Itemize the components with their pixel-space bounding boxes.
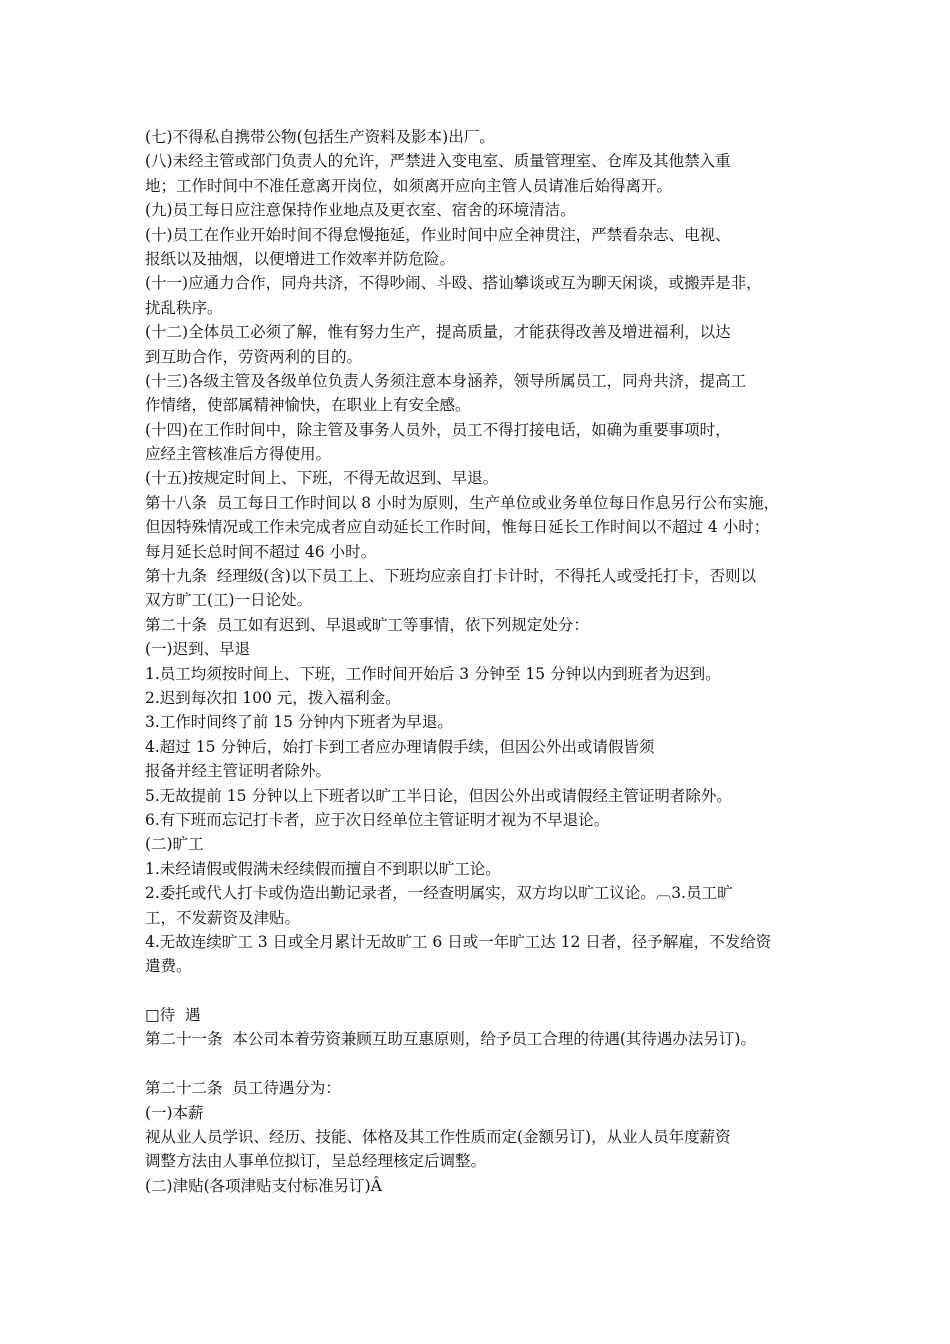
text-line: 遣费。 (145, 957, 192, 976)
list-item: 1.员工均须按时间上、下班，工作时间开始后 3 分钟至 15 分钟以内到班者为迟到。 (145, 664, 721, 683)
text-line: 作情绪，使部属精神愉快，在职业上有安全感。 (145, 396, 471, 415)
list-item: 1.未经请假或假满未经续假而擅自不到职以旷工论。 (145, 859, 501, 878)
list-item: 2.委托或代人打卡或伪造出勤记录者，一经查明属实，双方均以旷工议论。︹3.员工旷 (145, 884, 733, 903)
document-page (145, 125, 835, 1198)
text-line: (十二)全体员工必须了解，惟有努力生产，提高质量，才能获得改善及增进福利，以达 (145, 323, 731, 342)
text-line: (八)未经主管或部门负责人的允许，严禁进入变电室、质量管理室、仓库及其他禁入重 (145, 152, 731, 171)
text-line: (十四)在工作时间中，除主管及事务人员外，员工不得打接电话，如确为重要事项时， (145, 420, 731, 439)
list-item: 6.有下班而忘记打卡者，应于次日经单位主管证明才视为不早退论。 (145, 810, 610, 829)
text-line: (十一)应通力合作，同舟共济，不得吵闹、斗殴、搭讪攀谈或互为聊天闲谈，或搬弄是非， (145, 274, 762, 293)
text-line: 每月延长总时间不超过 46 小时。 (145, 542, 377, 561)
text-line: (十)员工在作业开始时间不得怠慢拖延，作业时间中应全神贯注，严禁看杂志、电视、 (145, 225, 731, 244)
list-item: 3.工作时间终了前 15 分钟内下班者为早退。 (145, 713, 453, 732)
text-line: 工，不发薪资及津贴。 (145, 908, 301, 927)
text-line: 双方旷工(工)一日论处。 (145, 591, 313, 610)
article-18: 第十八条 员工每日工作时间以 8 小时为原则，生产单位或业务单位每日作息另行公布实施， (145, 493, 780, 512)
section-heading-treatment: □待 遇 (145, 1006, 201, 1025)
text-line: (九)员工每日应注意保持作业地点及更衣室、宿舍的环境清洁。 (145, 201, 576, 220)
text-line: 地；工作时间中不准任意离开岗位，如须离开应向主管人员请准后始得离开。 (145, 176, 673, 195)
text-line: 调整方法由人事单位拟订，呈总经理核定后调整。 (145, 1152, 487, 1171)
article-21: 第二十一条 本公司本着劳资兼顾互助互惠原则，给予员工合理的待遇(其待遇办法另订)。 (145, 1030, 756, 1049)
blank-line (145, 1052, 835, 1076)
text-line: (十五)按规定时间上、下班，不得无故迟到、早退。 (145, 469, 499, 488)
subheading-late-early: (一)迟到、早退 (145, 640, 251, 659)
text-line: 报备并经主管证明者除外。 (145, 762, 332, 781)
subheading-base-salary: (一)本薪 (145, 1103, 204, 1122)
text-line: 但因特殊情况或工作未完成者应自动延长工作时间，惟每日延长工作时间以不超过 4 小时； (145, 518, 770, 537)
list-item: 4.无故连续旷工 3 日或全月累计无故旷工 6 日或一年旷工达 12 日者，径予解雇，不发给资 (145, 932, 772, 951)
article-19: 第十九条 经理级(含)以下员工上、下班均应亲自打卡计时，不得托人或受托打卡，否则以 (145, 567, 756, 586)
text-line: 到互助合作，劳资两利的目的。 (145, 347, 363, 366)
article-20: 第二十条 员工如有迟到、早退或旷工等事情，依下列规定处分： (145, 615, 589, 634)
article-22: 第二十二条 员工待遇分为： (145, 1079, 341, 1098)
subheading-absence: (二)旷工 (145, 835, 204, 854)
text-line: (七)不得私自携带公物(包括生产资料及影本)出厂。 (145, 128, 495, 146)
subheading-allowance: (二)津贴(各项津贴支付标准另订)Â (145, 1176, 382, 1195)
text-line: 应经主管核准后方得使用。 (145, 445, 332, 464)
text-line: 视从业人员学识、经历、技能、体格及其工作性质而定(金额另订)，从业人员年度薪资 (145, 1128, 731, 1147)
list-item: 4.超过 15 分钟后，始打卡到工者应办理请假手续，但因公外出或请假皆须 (145, 737, 655, 756)
text-line: 报纸以及抽烟，以便增进工作效率并防危险。 (145, 249, 456, 268)
blank-line (145, 979, 835, 1003)
text-line: 扰乱秩序。 (145, 298, 223, 317)
list-item: 2.迟到每次扣 100 元，拨入福利金。 (145, 688, 401, 707)
list-item: 5.无故提前 15 分钟以上下班者以旷工半日论，但因公外出或请假经主管证明者除外。 (145, 786, 732, 805)
text-line: (十三)各级主管及各级单位负责人务须注意本身涵养，领导所属员工，同舟共济，提高工 (145, 371, 747, 390)
